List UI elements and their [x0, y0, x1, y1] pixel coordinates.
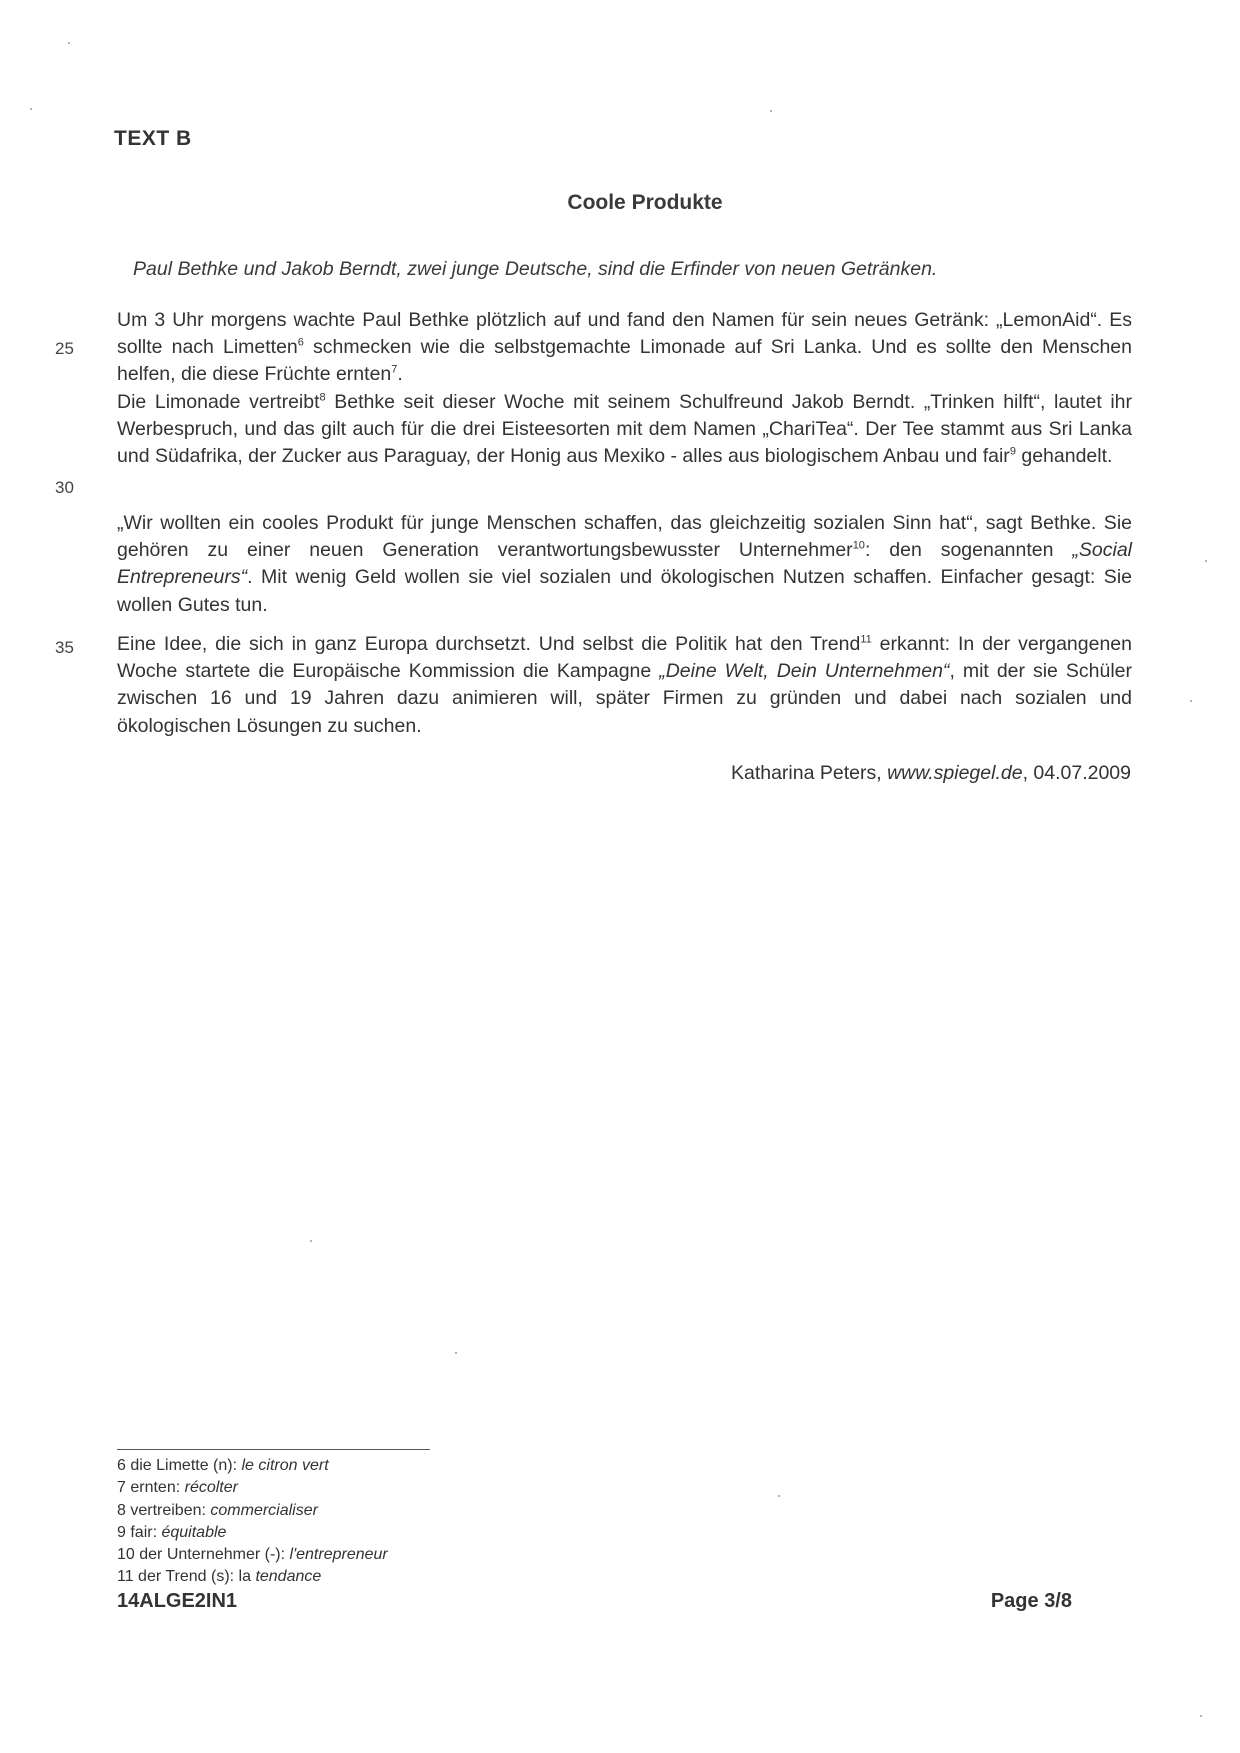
line-number-35: 35	[55, 638, 74, 657]
text-run: erkannt: In der vergangenen Woche startete die Europäische Kommission die Kampagne	[117, 633, 1132, 683]
line-number-30: 30	[55, 478, 74, 497]
source-author: Katharina Peters,	[730, 762, 888, 784]
scan-speck	[1205, 560, 1207, 562]
scan-speck	[1190, 700, 1192, 702]
paragraph-2	[117, 510, 1132, 619]
paragraph-1	[117, 307, 1132, 470]
italic-term: „Social Entrepreneurs“	[117, 539, 1132, 589]
source-site: www.spiegel.de	[887, 762, 1023, 784]
scan-speck	[778, 1495, 780, 1497]
footnote-item: 9 fair: équitable	[117, 1523, 227, 1541]
footnote-item: 6 die Limette (n): le citron vert	[117, 1457, 329, 1474]
text-run: Die Limonade vertreibt	[117, 390, 320, 413]
article-title: Coole Produkte	[567, 191, 723, 214]
footnote-item: 7 ernten: récolter	[117, 1479, 238, 1497]
footnote-ref: 8	[319, 391, 326, 404]
footnote-ref: 10	[852, 539, 865, 552]
text-run: gehandelt.	[1015, 445, 1113, 468]
text-run: . Mit wenig Geld wollen sie viel sozialen und ökologischen Nutzen schaffen. Einfacher gesagt: Sie wollen Gutes tun.	[117, 566, 1132, 616]
exam-code: 14ALGE2IN1	[117, 1590, 238, 1612]
scan-speck	[30, 108, 32, 110]
text-run: Um 3 Uhr morgens wachte Paul Bethke plötzlich auf und fand den Namen für sein neues Getränk: „LemonAid“. Es sollte nach Limetten	[117, 309, 1132, 359]
footnote-item: 10 der Unternehmer (-): l'entrepreneur	[117, 1546, 388, 1564]
footnote-ref: 11	[860, 633, 872, 646]
scan-speck	[68, 42, 70, 44]
section-label: TEXT B	[114, 127, 192, 150]
text-run: .	[397, 363, 403, 386]
scan-speck	[455, 1352, 457, 1354]
text-run: Eine Idee, die sich in ganz Europa durchsetzt. Und selbst die Politik hat den Trend	[117, 633, 861, 655]
scan-speck	[310, 1240, 312, 1242]
italic-term: „Deine Welt, Dein Unternehmen“	[659, 660, 950, 683]
text-run: schmecken wie die selbstgemachte Limonade auf Sri Lanka. Und es sollte den Menschen helfen, die diese Früchte ernten	[117, 336, 1132, 386]
text-run: „Wir wollten ein cooles Produkt für junge Menschen schaffen, das gleichzeitig sozialen Sinn hat“, sagt Bethke. Sie gehören zu einer neuen Generation verantwortungsbewusster Unternehmer	[117, 512, 1132, 562]
footnote-item: 11 der Trend (s): la tendance	[117, 1568, 322, 1586]
text-run: Bethke seit dieser Woche mit seinem Schulfreund Jakob Berndt. „Trinken hilft“, lautet ihr Werbespruch, und das gilt auch für die drei Eisteesorten mit dem Namen „ChariTea“. Der Tee stammt aus Sri Lanka und Südafrika, der Zucker aus Paraguay, der Honig aus Mexiko - alles aus biologischem Anbau und fair	[117, 390, 1132, 468]
text-run: : den sogenannten	[864, 539, 1073, 562]
footnote-ref: 6	[297, 336, 304, 349]
paragraph-3	[117, 631, 1132, 740]
footnote-ref: 7	[391, 363, 398, 376]
scan-speck	[1200, 1715, 1202, 1717]
footnote-divider	[117, 1449, 430, 1450]
scan-speck	[770, 110, 772, 112]
line-number-25: 25	[55, 339, 74, 358]
footnote-item: 8 vertreiben: commercialiser	[117, 1501, 318, 1519]
page-number: Page 3/8	[990, 1590, 1072, 1612]
source-citation	[731, 762, 1131, 785]
source-date: , 04.07.2009	[1022, 762, 1131, 784]
text-run: , mit der sie Schüler zwischen 16 und 19 Jahren dazu animieren will, später Firmen zu gründen und dabei nach sozialen und ökologischen Lösungen zu suchen.	[117, 660, 1133, 737]
footnotes	[117, 1455, 388, 1589]
article-intro: Paul Bethke und Jakob Berndt, zwei junge Deutsche, sind die Erfinder von neuen Getränken.	[133, 258, 938, 280]
footnote-ref: 9	[1009, 445, 1016, 458]
